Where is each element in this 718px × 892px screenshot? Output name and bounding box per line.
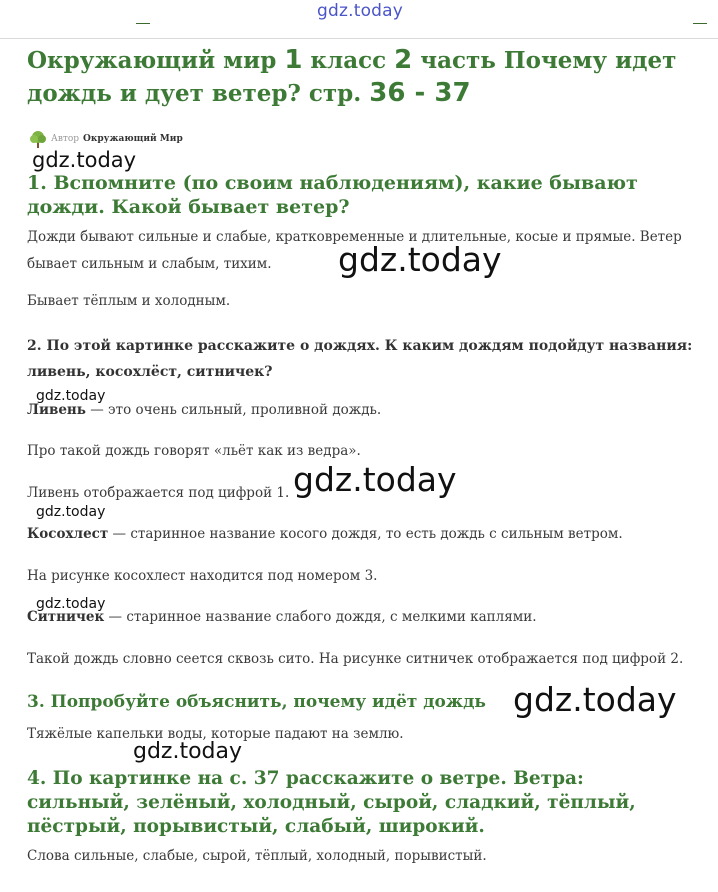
tree-icon xyxy=(28,129,48,149)
answer-sit xyxy=(27,604,707,631)
answer-liven xyxy=(27,397,707,424)
title-grade: 1 xyxy=(284,45,303,75)
answer-liven-saying: Про такой дождь говорят «льёт как из ведра». xyxy=(27,443,361,459)
question-2: 2. По этой картинке расскажите о дождях. К каким дождям подойдут названия: ливень, косохлёст, ситничек? xyxy=(27,338,693,380)
watermark: gdz.today xyxy=(513,680,677,719)
title-text: Окружающий мир xyxy=(27,47,285,74)
divider-mark xyxy=(693,23,707,24)
definition-liven: — это очень сильный, проливной дождь. xyxy=(85,402,382,418)
question-3: 3. Попробуйте объяснить, почему идёт дождь xyxy=(27,692,486,712)
page-title xyxy=(27,44,707,110)
author-name[interactable]: Окружающий Мир xyxy=(83,134,183,144)
watermark: gdz.today xyxy=(36,596,106,612)
term-kosohlest: Косохлест xyxy=(27,526,109,542)
answer-liven-picture: Ливень отображается под цифрой 1. xyxy=(27,485,290,501)
term-liven: Ливень xyxy=(27,402,86,418)
answer-koso-picture: На рисунке косохлест находится под номером 3. xyxy=(27,568,378,584)
title-part: 2 xyxy=(394,45,413,75)
answer-1-extra: Бывает тёплым и холодным. xyxy=(27,293,231,309)
question-1: 1. Вспомните (по своим наблюдениям), какие бывают дожди. Какой бывает ветер? xyxy=(27,172,638,218)
divider-mark xyxy=(136,23,150,24)
title-text: часть Почему идет дождь и дует ветер? стр. xyxy=(27,47,677,107)
answer-1: Дожди бывают сильные и слабые, кратковременные и длительные, косые и прямые. Ветер бывает сильным и слабым, тихим. xyxy=(27,229,682,272)
answer-sit-picture: Такой дождь словно сеется сквозь сито. На рисунке ситничек отображается под цифрой 2. xyxy=(27,651,684,667)
watermark: gdz.today xyxy=(36,388,106,404)
title-pages: 36 - 37 xyxy=(369,78,471,108)
answer-koso xyxy=(27,521,707,548)
watermark: gdz.today xyxy=(293,460,457,499)
watermark: gdz.today xyxy=(338,240,502,279)
term-sitnichek: Ситничек xyxy=(27,609,105,625)
watermark: gdz.today xyxy=(32,148,137,172)
author-label: Автор xyxy=(51,134,80,144)
top-bar xyxy=(0,0,718,39)
definition-sitnichek: — старинное название слабого дождя, с мелкими каплями. xyxy=(104,609,537,625)
title-text: класс xyxy=(302,47,395,74)
answer-4: Слова сильные, слабые, сырой, тёплый, холодный, порывистый. xyxy=(27,848,487,864)
author-line xyxy=(28,129,183,149)
site-logo[interactable]: gdz.today xyxy=(317,1,404,21)
question-4: 4. По картинке на с. 37 расскажите о ветре. Ветра: сильный, зелёный, холодный, сырой, сладкий, тёплый, пёстрый, порывистый, слабый, широкий. xyxy=(27,768,636,837)
definition-kosohlest: — старинное название косого дождя, то есть дождь с сильным ветром. xyxy=(108,526,623,542)
answer-3: Тяжёлые капельки воды, которые падают на землю. xyxy=(27,726,404,742)
watermark: gdz.today xyxy=(36,504,106,520)
watermark: gdz.today xyxy=(133,739,243,764)
